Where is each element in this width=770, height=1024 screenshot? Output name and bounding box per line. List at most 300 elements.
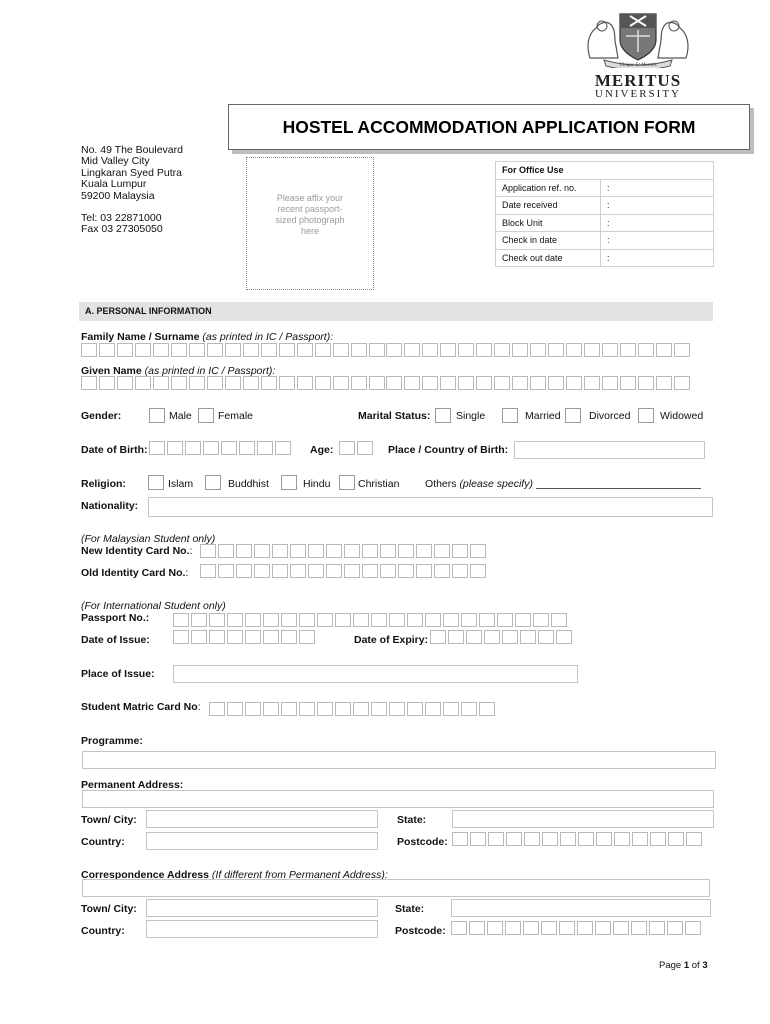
char-cell[interactable]: [416, 544, 432, 558]
char-cell[interactable]: [261, 376, 277, 390]
char-cell[interactable]: [602, 376, 618, 390]
char-cell[interactable]: [487, 921, 503, 935]
given-name-note: (as printed in IC / Passport):: [144, 365, 276, 377]
others-specify-line[interactable]: [536, 487, 701, 489]
char-cell[interactable]: [551, 613, 567, 627]
old-ic-colon: :: [185, 567, 189, 579]
char-cell[interactable]: [353, 702, 369, 716]
char-cell[interactable]: [290, 564, 306, 578]
char-cell[interactable]: [245, 613, 261, 627]
correspondence-address-note: (If different from Permanent Address):: [211, 869, 388, 881]
logo-name: MERITUS: [594, 71, 682, 90]
char-cell[interactable]: [466, 630, 482, 644]
char-cell[interactable]: [566, 343, 582, 357]
place-of-birth-label: Place / Country of Birth:: [388, 444, 509, 456]
char-cell[interactable]: [369, 343, 385, 357]
page-of: of: [691, 960, 700, 971]
char-cell[interactable]: [407, 702, 423, 716]
char-cell[interactable]: [470, 832, 486, 846]
char-cell[interactable]: [440, 343, 456, 357]
char-cell[interactable]: [469, 921, 485, 935]
photo-instruction: Please affix your recent passport-sized photograph here: [275, 193, 345, 236]
char-cell[interactable]: [668, 832, 684, 846]
char-cell[interactable]: [362, 564, 378, 578]
char-cell[interactable]: [117, 376, 133, 390]
char-cell[interactable]: [476, 376, 492, 390]
char-cell[interactable]: [261, 343, 277, 357]
char-cell[interactable]: [430, 630, 446, 644]
char-cell[interactable]: [674, 343, 690, 357]
telephone: Tel: 03 22871000: [81, 212, 162, 225]
char-cell[interactable]: [512, 376, 528, 390]
char-cell[interactable]: [167, 441, 183, 455]
logo-motto: Ubique Et Morolis: [619, 63, 657, 68]
char-cell[interactable]: [243, 376, 259, 390]
state-field-2[interactable]: [451, 899, 711, 917]
char-cell[interactable]: [272, 564, 288, 578]
country-field-2[interactable]: [146, 920, 378, 938]
office-row-value[interactable]: :: [601, 214, 714, 232]
char-cell[interactable]: [566, 376, 582, 390]
age-label: Age:: [310, 444, 334, 456]
char-cell[interactable]: [488, 832, 504, 846]
place-of-issue-label: Place of Issue:: [81, 668, 155, 680]
office-row-value[interactable]: :: [601, 249, 714, 267]
char-cell[interactable]: [404, 343, 420, 357]
char-cell[interactable]: [380, 564, 396, 578]
char-cell[interactable]: [297, 343, 313, 357]
char-cell[interactable]: [425, 702, 441, 716]
postcode-label-2: Postcode:: [395, 925, 446, 937]
date-of-issue-label: Date of Issue:: [81, 634, 150, 646]
dob-label: Date of Birth:: [81, 444, 148, 456]
char-cell[interactable]: [443, 613, 459, 627]
char-cell[interactable]: [263, 613, 279, 627]
state-field[interactable]: [452, 810, 714, 828]
office-row-label: Check in date: [496, 232, 601, 250]
married-checkbox[interactable]: [502, 408, 518, 423]
char-cell[interactable]: [153, 376, 169, 390]
char-cell[interactable]: [650, 832, 666, 846]
office-use-heading: For Office Use: [496, 162, 714, 180]
char-cell[interactable]: [596, 832, 612, 846]
char-cell[interactable]: [225, 376, 241, 390]
char-cell[interactable]: [371, 702, 387, 716]
char-cell[interactable]: [99, 376, 115, 390]
office-row-label: Check out date: [496, 249, 601, 267]
country-label-2: Country:: [81, 925, 125, 937]
char-cell[interactable]: [299, 702, 315, 716]
char-cell[interactable]: [308, 544, 324, 558]
char-cell[interactable]: [239, 441, 255, 455]
char-cell[interactable]: [541, 921, 557, 935]
university-address: [81, 145, 183, 236]
char-cell[interactable]: [674, 376, 690, 390]
family-name-cells-2[interactable]: [386, 343, 692, 357]
char-cell[interactable]: [461, 613, 477, 627]
char-cell[interactable]: [281, 702, 297, 716]
char-cell[interactable]: [631, 921, 647, 935]
char-cell[interactable]: [263, 630, 279, 644]
char-cell[interactable]: [614, 832, 630, 846]
char-cell[interactable]: [207, 376, 223, 390]
page-current: 1: [683, 960, 690, 971]
char-cell[interactable]: [524, 832, 540, 846]
widowed-label: Widowed: [660, 410, 704, 422]
char-cell[interactable]: [185, 441, 201, 455]
buddhist-checkbox[interactable]: [205, 475, 221, 490]
char-cell[interactable]: [386, 343, 402, 357]
char-cell[interactable]: [595, 921, 611, 935]
address-line: Mid Valley City: [81, 155, 150, 168]
char-cell[interactable]: [494, 376, 510, 390]
char-cell[interactable]: [451, 921, 467, 935]
char-cell[interactable]: [81, 376, 97, 390]
char-cell[interactable]: [245, 702, 261, 716]
char-cell[interactable]: [315, 376, 331, 390]
town-label-2: Town/ City:: [81, 903, 137, 915]
char-cell[interactable]: [333, 343, 349, 357]
page-number: [659, 960, 708, 971]
char-cell[interactable]: [245, 630, 261, 644]
char-cell[interactable]: [440, 376, 456, 390]
char-cell[interactable]: [200, 564, 216, 578]
char-cell[interactable]: [227, 630, 243, 644]
char-cell[interactable]: [317, 613, 333, 627]
single-checkbox[interactable]: [435, 408, 451, 423]
char-cell[interactable]: [257, 441, 273, 455]
char-cell[interactable]: [380, 544, 396, 558]
correspondence-address-text: Correspondence Address: [81, 869, 209, 881]
char-cell[interactable]: [538, 630, 554, 644]
char-cell[interactable]: [656, 343, 672, 357]
char-cell[interactable]: [351, 376, 367, 390]
char-cell[interactable]: [515, 613, 531, 627]
office-row-label: Block Unit: [496, 214, 601, 232]
char-cell[interactable]: [297, 376, 313, 390]
char-cell[interactable]: [200, 544, 216, 558]
char-cell[interactable]: [613, 921, 629, 935]
char-cell[interactable]: [254, 564, 270, 578]
char-cell[interactable]: [263, 702, 279, 716]
family-name-label: [81, 331, 333, 343]
char-cell[interactable]: [281, 613, 297, 627]
address-line: 59200 Malaysia: [81, 189, 155, 202]
char-cell[interactable]: [236, 564, 252, 578]
char-cell[interactable]: [638, 376, 654, 390]
char-cell[interactable]: [476, 343, 492, 357]
female-checkbox[interactable]: [198, 408, 214, 423]
others-note: (please specify): [459, 478, 533, 490]
char-cell[interactable]: [530, 376, 546, 390]
date-of-expiry-cells[interactable]: [430, 630, 574, 644]
char-cell[interactable]: [452, 832, 468, 846]
hindu-label: Hindu: [303, 478, 331, 490]
char-cell[interactable]: [506, 832, 522, 846]
char-cell[interactable]: [326, 544, 342, 558]
char-cell[interactable]: [520, 630, 536, 644]
char-cell[interactable]: [505, 921, 521, 935]
char-cell[interactable]: [530, 343, 546, 357]
international-student-note: (For International Student only): [81, 600, 226, 612]
nationality-label: Nationality:: [81, 500, 139, 512]
char-cell[interactable]: [686, 832, 702, 846]
char-cell[interactable]: [502, 630, 518, 644]
marital-status-label: Marital Status:: [358, 410, 431, 422]
place-of-issue-field[interactable]: [173, 665, 578, 683]
char-cell[interactable]: [389, 613, 405, 627]
char-cell[interactable]: [407, 613, 423, 627]
char-cell[interactable]: [461, 702, 477, 716]
char-cell[interactable]: [209, 630, 225, 644]
town-field-2[interactable]: [146, 899, 378, 917]
char-cell[interactable]: [171, 343, 187, 357]
nationality-field[interactable]: [148, 497, 713, 517]
place-of-birth-field[interactable]: [514, 441, 705, 459]
others-text: Others: [425, 478, 457, 490]
matric-label: [81, 701, 201, 713]
programme-field[interactable]: [82, 751, 716, 769]
char-cell[interactable]: [191, 613, 207, 627]
char-cell[interactable]: [548, 343, 564, 357]
char-cell[interactable]: [81, 343, 97, 357]
char-cell[interactable]: [209, 702, 225, 716]
char-cell[interactable]: [344, 544, 360, 558]
char-cell[interactable]: [218, 544, 234, 558]
gender-label: Gender:: [81, 410, 122, 422]
divorced-checkbox[interactable]: [565, 408, 581, 423]
postcode-label: Postcode:: [397, 836, 448, 848]
widowed-checkbox[interactable]: [638, 408, 654, 423]
char-cell[interactable]: [236, 544, 252, 558]
char-cell[interactable]: [317, 702, 333, 716]
char-cell[interactable]: [339, 441, 355, 455]
char-cell[interactable]: [326, 564, 342, 578]
char-cell[interactable]: [290, 544, 306, 558]
section-personal-information: A. PERSONAL INFORMATION: [79, 302, 713, 321]
char-cell[interactable]: [560, 832, 576, 846]
char-cell[interactable]: [479, 613, 495, 627]
char-cell[interactable]: [333, 376, 349, 390]
page-prefix: Page: [659, 960, 682, 971]
char-cell[interactable]: [279, 376, 295, 390]
passport-label: Passport No.:: [81, 612, 150, 624]
char-cell[interactable]: [584, 376, 600, 390]
office-row-value[interactable]: :: [601, 179, 714, 197]
age-cells[interactable]: [339, 441, 375, 455]
malaysian-student-note: (For Malaysian Student only): [81, 533, 216, 545]
male-label: Male: [169, 410, 192, 422]
char-cell[interactable]: [135, 343, 151, 357]
char-cell[interactable]: [649, 921, 665, 935]
char-cell[interactable]: [548, 376, 564, 390]
religion-label: Religion:: [81, 478, 126, 490]
single-label: Single: [456, 410, 486, 422]
old-ic-text: Old Identity Card No.: [81, 567, 186, 579]
char-cell[interactable]: [357, 441, 373, 455]
char-cell[interactable]: [299, 630, 315, 644]
char-cell[interactable]: [458, 343, 474, 357]
char-cell[interactable]: [404, 376, 420, 390]
given-name-cells[interactable]: [81, 376, 387, 390]
postcode-cells-2[interactable]: [451, 921, 703, 935]
char-cell[interactable]: [335, 613, 351, 627]
char-cell[interactable]: [578, 832, 594, 846]
char-cell[interactable]: [638, 343, 654, 357]
char-cell[interactable]: [494, 343, 510, 357]
char-cell[interactable]: [512, 343, 528, 357]
char-cell[interactable]: [281, 630, 297, 644]
char-cell[interactable]: [656, 376, 672, 390]
char-cell[interactable]: [207, 343, 223, 357]
address-line: Lingkaran Syed Putra: [81, 166, 182, 179]
buddhist-label: Buddhist: [228, 478, 269, 490]
matric-cells[interactable]: [209, 702, 497, 716]
char-cell[interactable]: [533, 613, 549, 627]
char-cell[interactable]: [556, 630, 572, 644]
date-of-expiry-label: Date of Expiry:: [354, 634, 429, 646]
char-cell[interactable]: [484, 630, 500, 644]
char-cell[interactable]: [602, 343, 618, 357]
char-cell[interactable]: [135, 376, 151, 390]
char-cell[interactable]: [153, 343, 169, 357]
char-cell[interactable]: [191, 630, 207, 644]
university-logo: [582, 6, 694, 100]
char-cell[interactable]: [117, 343, 133, 357]
office-use-table: [495, 161, 714, 267]
office-row-value[interactable]: :: [601, 232, 714, 250]
char-cell[interactable]: [189, 343, 205, 357]
address-line: No. 49 The Boulevard: [81, 144, 183, 156]
char-cell[interactable]: [398, 564, 414, 578]
char-cell[interactable]: [685, 921, 701, 935]
char-cell[interactable]: [275, 441, 291, 455]
char-cell[interactable]: [470, 544, 486, 558]
char-cell[interactable]: [542, 832, 558, 846]
char-cell[interactable]: [443, 702, 459, 716]
char-cell[interactable]: [448, 630, 464, 644]
char-cell[interactable]: [620, 343, 636, 357]
old-ic-cells[interactable]: [200, 564, 488, 578]
char-cell[interactable]: [667, 921, 683, 935]
char-cell[interactable]: [149, 441, 165, 455]
town-label: Town/ City:: [81, 814, 137, 826]
form-title: HOSTEL ACCOMMODATION APPLICATION FORM: [282, 116, 696, 137]
family-name-note: (as printed in IC / Passport):: [202, 331, 334, 343]
logo-subname: UNIVERSITY: [595, 88, 681, 100]
char-cell[interactable]: [189, 376, 205, 390]
char-cell[interactable]: [452, 544, 468, 558]
page-total: 3: [702, 960, 708, 971]
country-field[interactable]: [146, 832, 378, 850]
christian-label: Christian: [358, 478, 400, 490]
address-line: Kuala Lumpur: [81, 178, 147, 191]
char-cell[interactable]: [218, 564, 234, 578]
islam-checkbox[interactable]: [148, 475, 164, 490]
char-cell[interactable]: [479, 702, 495, 716]
char-cell[interactable]: [425, 613, 441, 627]
christian-checkbox[interactable]: [339, 475, 355, 490]
char-cell[interactable]: [308, 564, 324, 578]
char-cell[interactable]: [344, 564, 360, 578]
family-name-cells[interactable]: [81, 343, 387, 357]
char-cell[interactable]: [386, 376, 402, 390]
char-cell[interactable]: [422, 343, 438, 357]
postcode-cells[interactable]: [452, 832, 704, 846]
char-cell[interactable]: [632, 832, 648, 846]
office-row-value[interactable]: :: [601, 197, 714, 215]
char-cell[interactable]: [523, 921, 539, 935]
char-cell[interactable]: [389, 702, 405, 716]
char-cell[interactable]: [584, 343, 600, 357]
char-cell[interactable]: [254, 544, 270, 558]
char-cell[interactable]: [434, 564, 450, 578]
char-cell[interactable]: [227, 702, 243, 716]
char-cell[interactable]: [369, 376, 385, 390]
char-cell[interactable]: [422, 376, 438, 390]
char-cell[interactable]: [99, 343, 115, 357]
char-cell[interactable]: [452, 564, 468, 578]
family-name-text: Family Name / Surname: [81, 331, 200, 343]
hindu-checkbox[interactable]: [281, 475, 297, 490]
char-cell[interactable]: [416, 564, 432, 578]
char-cell[interactable]: [371, 613, 387, 627]
char-cell[interactable]: [497, 613, 513, 627]
char-cell[interactable]: [209, 613, 225, 627]
matric-text: Student Matric Card No: [81, 701, 198, 713]
char-cell[interactable]: [203, 441, 219, 455]
char-cell[interactable]: [225, 343, 241, 357]
given-name-cells-2[interactable]: [386, 376, 692, 390]
char-cell[interactable]: [353, 613, 369, 627]
char-cell[interactable]: [577, 921, 593, 935]
old-ic-label: [81, 567, 188, 579]
permanent-address-label: Permanent Address:: [81, 779, 184, 791]
char-cell[interactable]: [272, 544, 288, 558]
char-cell[interactable]: [173, 613, 189, 627]
char-cell[interactable]: [171, 376, 187, 390]
char-cell[interactable]: [279, 343, 295, 357]
char-cell[interactable]: [620, 376, 636, 390]
dob-cells[interactable]: [149, 441, 293, 455]
char-cell[interactable]: [335, 702, 351, 716]
permanent-address-field[interactable]: [82, 790, 714, 808]
char-cell[interactable]: [458, 376, 474, 390]
passport-cells[interactable]: [173, 613, 569, 627]
new-ic-label: [81, 545, 192, 557]
town-field[interactable]: [146, 810, 378, 828]
divorced-label: Divorced: [589, 410, 631, 422]
photo-box: [246, 157, 374, 290]
char-cell[interactable]: [362, 544, 378, 558]
new-ic-text: New Identity Card No.: [81, 545, 190, 557]
char-cell[interactable]: [315, 343, 331, 357]
male-checkbox[interactable]: [149, 408, 165, 423]
char-cell[interactable]: [398, 544, 414, 558]
new-ic-cells[interactable]: [200, 544, 488, 558]
char-cell[interactable]: [559, 921, 575, 935]
char-cell[interactable]: [243, 343, 259, 357]
char-cell[interactable]: [299, 613, 315, 627]
char-cell[interactable]: [351, 343, 367, 357]
char-cell[interactable]: [227, 613, 243, 627]
char-cell[interactable]: [434, 544, 450, 558]
char-cell[interactable]: [470, 564, 486, 578]
date-of-issue-cells[interactable]: [173, 630, 317, 644]
char-cell[interactable]: [221, 441, 237, 455]
char-cell[interactable]: [173, 630, 189, 644]
correspondence-address-field[interactable]: [82, 879, 710, 897]
